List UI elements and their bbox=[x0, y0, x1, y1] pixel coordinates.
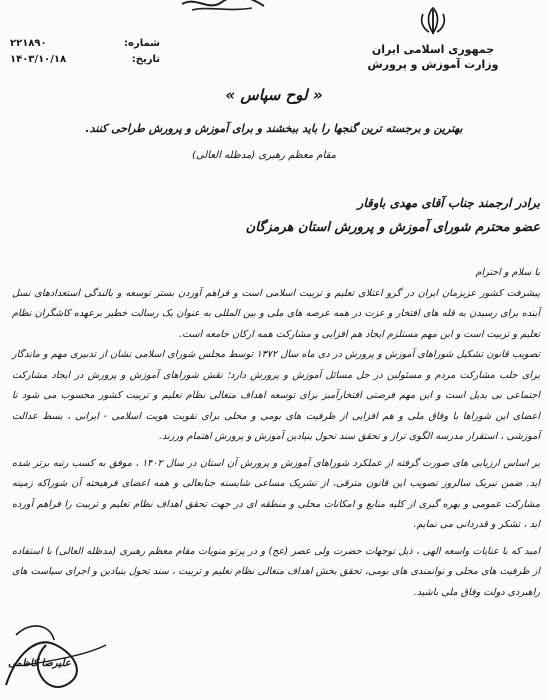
body-paragraph-1: پیشرفت کشور عزیزمان ایران در گرو اعتلای تعلیم و تربیت اسلامی است و فراهم آوردن بستر توسعه و بالندگی استعدادهای نسل آینده برای رسیدن به قله های افتخار و عزت در همه عرصه های ملی و بین المللی به عنوان یک رسالت خطیر برعهده کاشگران نظام تعلیم و تربیت است و این مهم مستلزم ایجاد هم افزایی و مشارکت همه ارکان جامعه است. bbox=[12, 287, 540, 340]
greeting: با سلام و احترام bbox=[475, 267, 540, 278]
letterhead bbox=[358, 6, 508, 72]
recipient-name: برادر ارجمند جناب آقای مهدی باوقار bbox=[357, 196, 540, 210]
letter-date-label: تاریخ: bbox=[131, 54, 160, 65]
letter-date-value: ۱۴۰۳/۱۰/۱۸ bbox=[10, 54, 67, 65]
letterhead-line-1: جمهوری اسلامی ایران bbox=[371, 43, 495, 56]
top-signature-scribble bbox=[178, 0, 268, 24]
signer-name: علیرضا کاظمی bbox=[8, 658, 71, 669]
iran-emblem-icon bbox=[418, 6, 448, 36]
letterhead-line-2: وزارت آموزش و پرورش bbox=[367, 58, 499, 71]
recipient-title: عضو محترم شورای آموزش و پرورش استان هرمزگان bbox=[245, 220, 540, 235]
letter-body bbox=[12, 263, 540, 603]
quote-source: مقام معظم رهبری (مدظله العالی) bbox=[192, 150, 336, 161]
letter-number-value: ۲۲۱۸۹۰ bbox=[10, 38, 47, 49]
document-title: « لوح سپاس » bbox=[225, 86, 323, 104]
letter-number-row bbox=[10, 36, 160, 52]
body-paragraph-2: تصویب قانون تشکیل شوراهای آموزش و پرورش در دی ماه سال ۱۳۷۲ توسط مجلس شورای اسلامی نشان از تدبیری مهم و ماندگار برای جلب مشارکت مردم و مسئولین در حل مسائل آموزش و پرورش دارد؛ نقش شوراهای آموزش و پرورش در ایجاد مشارکت اجتماعی بی بدیل است و این مهم فرصتی افتخارآمیز برای توسعه اهداف متعالی نظام تعلیم و تربیت کشور محسوب می شود تا اعضای این شوراها با وفاق ملی و هم افزایی از ظرفیت های بومی و محلی برای تقویت هویت اسلامی - ایرانی ، بسط عدالت آموزشی ، استقرار مدرسه الگوی تراز و تحقق سند تحول بنیادین آموزش و پرورش اهتمام ورزند. bbox=[12, 349, 540, 442]
body-paragraph-4: امید که با عنایات واسعه الهی ، ذیل توجهات حضرت ولی عصر (عج) و در پرتو منویات مقام معظم رهبری (مدظله العالی) با استفاده از ظرفیت های محلی و توانمندی های بومی، تحقق بخش اهداف متعالی نظام تعلیم و تربیت ، سند تحول بنیادین و اجرای سیاست های راهبردی دولت وفاق ملی باشید. bbox=[12, 545, 540, 598]
letter-number-label: شماره: bbox=[124, 38, 160, 49]
body-paragraph-3: بر اساس ارزیابی های صورت گرفته از عملکرد شوراهای آموزش و پرورش آن استان در سال ۱۴۰۲ ، موفق به کسب رتبه برتر شده اید. ضمن تبریک سالروز تصویب این قانون مترقی، از تشریک مساعی شایسته جنابعالی و همه اعضای فرهیخته آن شوراکه زمینه مشارکت عمومی و بهره گیری از کلیه منابع و امکانات محلی و منطقه ای در جهت تحقق اهداف نظام تعلیم و تربیت را فراهم آورده اید ، تشکر و قدردانی می نمایم. bbox=[12, 457, 541, 530]
letter-date-row bbox=[10, 52, 160, 68]
quote-text: بهترین و برجسته ترین گنجها را باید ببخشند و برای آموزش و پرورش طراحی کنند. bbox=[85, 122, 463, 135]
letter-meta bbox=[10, 36, 160, 68]
